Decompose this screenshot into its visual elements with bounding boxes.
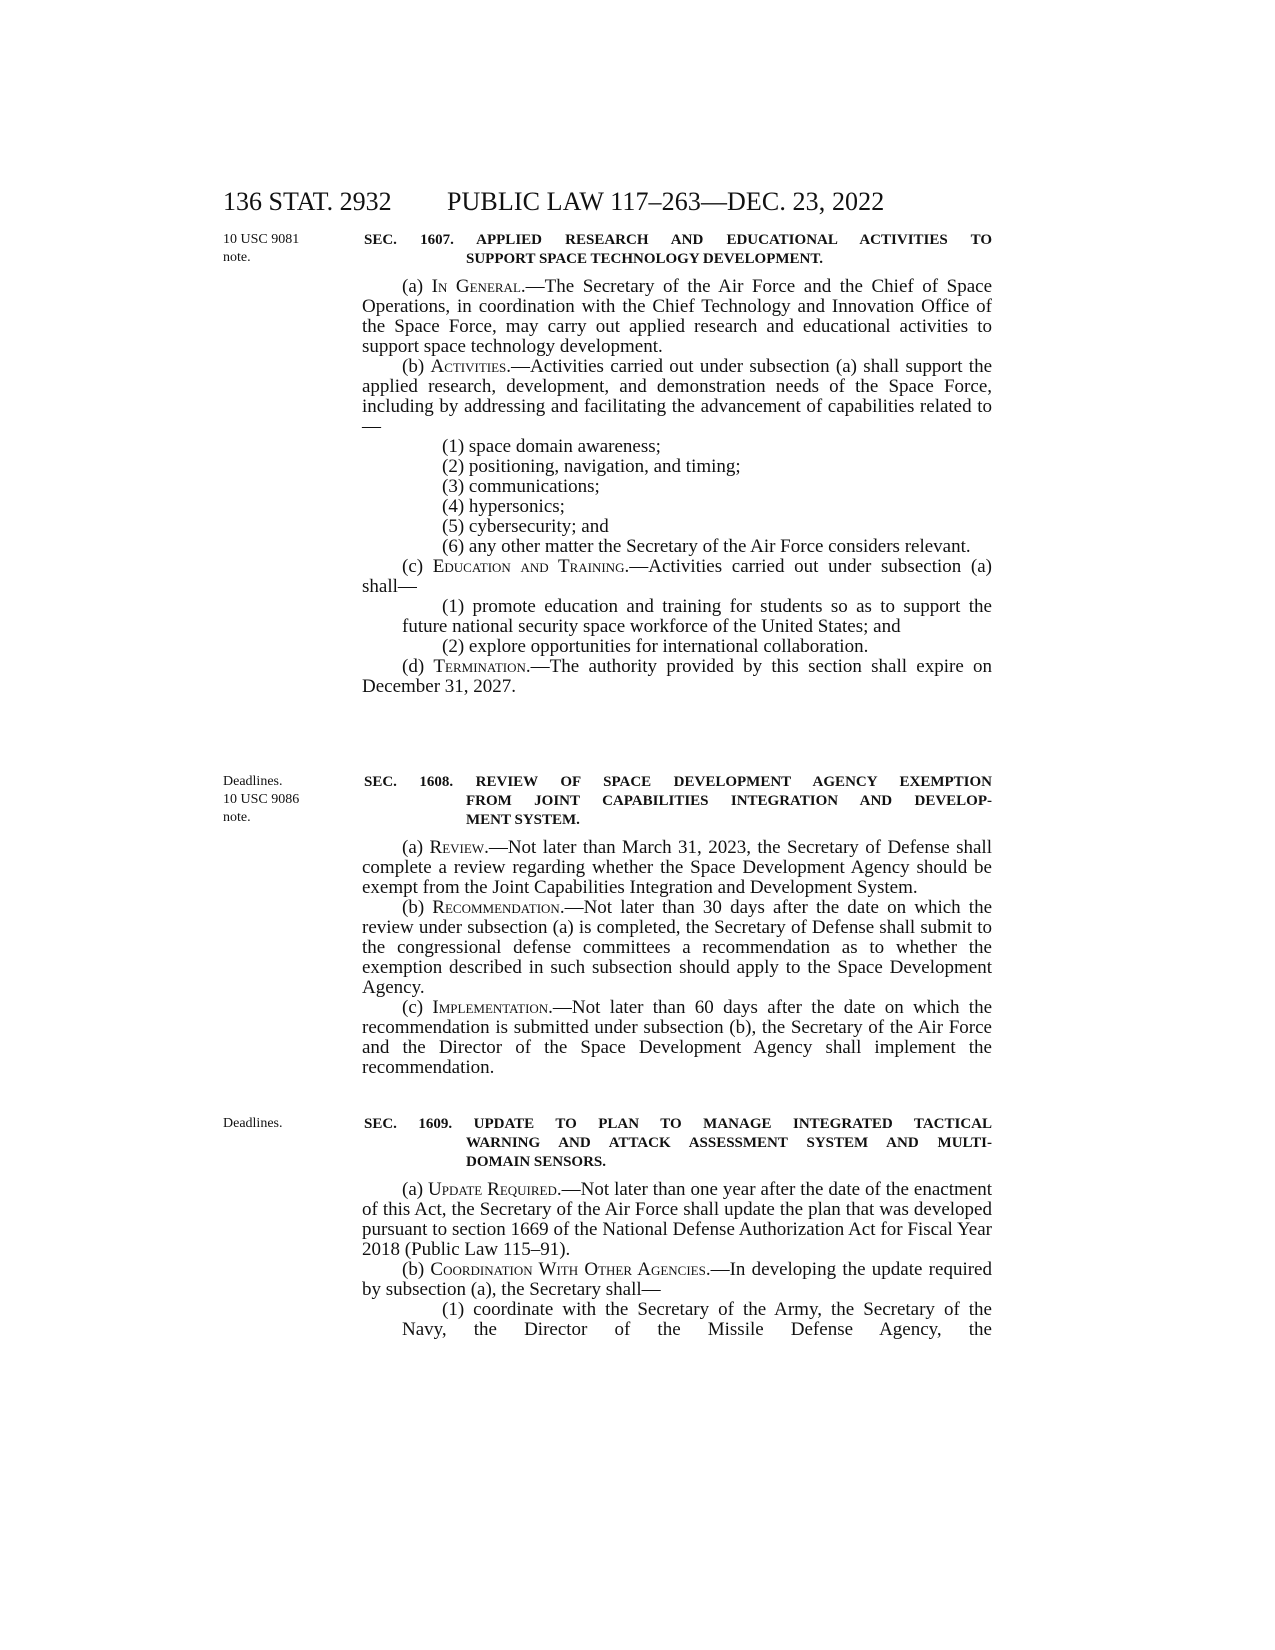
subsection-label: (b) [402,356,431,377]
margin-note-line: Deadlines. [223,774,283,789]
subsection-d [362,657,992,697]
subsection-title: Implementation [432,997,549,1018]
subsection-label: (c) [402,997,433,1018]
subsection-title: Update Required [428,1179,557,1200]
paragraph-item: (3) communications; [442,476,600,497]
section-1609-body [362,1180,992,1340]
heading-line: SEC. 1609. UPDATE TO PLAN TO MANAGE INTEGRATED TACTICAL [364,1116,992,1132]
paragraph-item: (5) cybersecurity; and [442,516,609,537]
subsection-title: Review [429,837,485,858]
subsection-a [362,277,992,357]
margin-note-line: 10 USC 9086 [223,792,300,807]
subsection-title: Activities [430,356,507,377]
subsection-title: Coordination With Other Agencies [430,1259,706,1280]
margin-note-sec-1608 [223,773,338,827]
margin-note-line: Deadlines. [223,1116,283,1131]
heading-line: SEC. 1608. REVIEW OF SPACE DEVELOPMENT AGENCY EXEMPTION [364,774,992,790]
margin-note-sec-1609 [223,1115,338,1133]
subsection-text: .—Not later than 30 days after the date on which the review under subsection (a) is completed, the Secretary of Defense shall submit to the congressional defense committees a recommendation as to whether the exemption described in such subsection should apply to the Space Development Agency. [362,897,993,998]
paragraph-item: (1) coordinate with the Secretary of the Army, the Secretary of the Navy, the Director of the Missile Defense Agency, the [402,1299,992,1340]
subsection-label: (a) [402,837,430,858]
heading-line: SUPPORT SPACE TECHNOLOGY DEVELOPMENT. [466,251,824,267]
section-1607-body [362,277,992,697]
subsection-b [362,1260,992,1300]
paragraph-item: (1) promote education and training for students so as to support the future national security space workforce of the United States; and [402,596,992,637]
section-1608-heading [364,773,992,830]
subsection-text: .—Not later than March 31, 2023, the Secretary of Defense shall complete a review regarding whether the Space Development Agency should be exempt from the Joint Capabilities Integration and Development System. [362,837,992,898]
margin-note-line: note. [223,250,251,265]
subsection-text: .—In developing the update required by subsection (a), the Secretary shall— [362,1259,992,1300]
paragraph-item: (2) explore opportunities for international collaboration. [442,636,869,657]
heading-line: DOMAIN SENSORS. [466,1154,607,1170]
heading-line: SEC. 1607. APPLIED RESEARCH AND EDUCATIONAL ACTIVITIES TO [364,232,992,248]
heading-line: MENT SYSTEM. [466,812,580,828]
subsection-a [362,1180,992,1260]
subsection-text: .—The authority provided by this section shall expire on December 31, 2027. [362,656,993,697]
subsection-label: (d) [402,656,434,677]
stat-page-reference: 136 STAT. 2932 [223,187,392,216]
subsection-text: .—Activities carried out under subsection (a) shall support the applied research, development, and demonstration needs of the Space Force, including by addressing and facilitating the advancement of capabilities related to— [362,356,993,437]
public-law-header: PUBLIC LAW 117–263—DEC. 23, 2022 [447,187,885,216]
paragraph-item: (6) any other matter the Secretary of the Air Force considers relevant. [442,536,971,557]
margin-note-line: 10 USC 9081 [223,232,300,247]
subsection-label: (a) [402,276,432,297]
margin-note-line: note. [223,810,251,825]
subsection-label: (b) [402,1259,431,1280]
subsection-label: (c) [402,556,433,577]
subsection-title: Recommendation [432,897,560,918]
subsection-text: .—Activities carried out under subsection (a) shall— [362,556,993,597]
subsection-c [362,557,992,597]
heading-line: WARNING AND ATTACK ASSESSMENT SYSTEM AND MULTI- [466,1135,992,1151]
paragraph-item: (1) space domain awareness; [442,436,661,457]
subsection-c [362,998,992,1078]
subsection-label: (a) [402,1179,429,1200]
subsection-text: .—Not later than one year after the date of the enactment of this Act, the Secretary of the Air Force shall update the plan that was developed pursuant to section 1669 of the National Defense Authorization Act for Fiscal Year 2018 (Public Law 115–91). [362,1179,992,1260]
subsection-title: Termination [433,656,526,677]
margin-note-sec-1607 [223,231,338,267]
subsection-text: .—The Secretary of the Air Force and the Chief of Space Operations, in coordination with the Chief Technology and Innovation Office of the Space Force, may carry out applied research and educational activities to support space technology development. [362,276,992,357]
paragraph-item: (4) hypersonics; [442,496,565,517]
section-1608-body [362,838,992,1078]
paragraph-item: (2) positioning, navigation, and timing; [442,456,741,477]
subsection-b [362,898,992,998]
subsection-b [362,357,992,437]
heading-line: FROM JOINT CAPABILITIES INTEGRATION AND DEVELOP- [466,793,992,809]
section-1607-heading [364,231,992,269]
section-1609-heading [364,1115,992,1172]
subsection-title: In General [431,276,521,297]
subsection-label: (b) [402,897,433,918]
subsection-text: .—Not later than 60 days after the date on which the recommendation is submitted under subsection (b), the Secretary of the Air Force and the Director of the Space Development Agency shall implement the recommendation. [362,997,992,1078]
subsection-a [362,838,992,898]
subsection-title: Education and Training [432,556,625,577]
